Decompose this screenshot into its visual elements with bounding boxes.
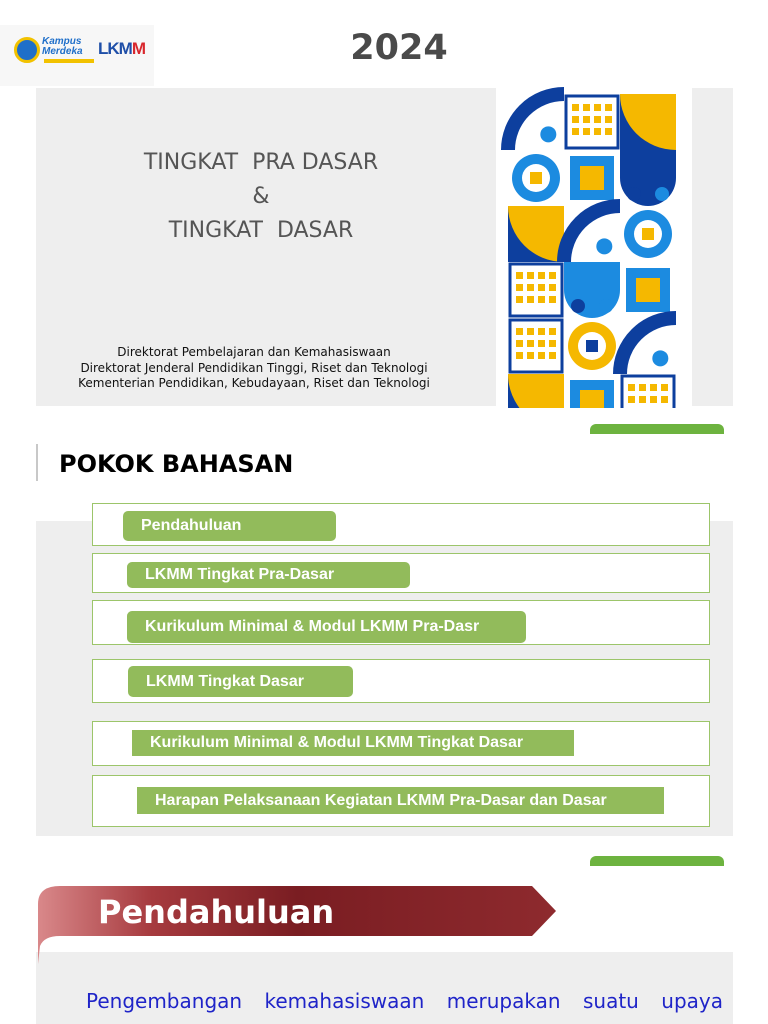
pattern-shape	[549, 340, 556, 347]
pattern-shape	[599, 299, 613, 313]
institution-line-3: Kementerian Pendidikan, Kebudayaan, Riset dan Teknologi	[78, 376, 430, 390]
pattern-shape	[661, 384, 668, 391]
agenda-item-lkmm-dasar[interactable]: LKMM Tingkat Dasar	[128, 666, 353, 697]
pattern-shape	[572, 116, 579, 123]
pattern-shape	[580, 166, 604, 190]
pattern-shape	[661, 396, 668, 403]
intro-paragraph: Pengembangan kemahasiswaan merupakan suatu upaya	[86, 989, 723, 1013]
pattern-shape	[605, 116, 612, 123]
pattern-shape	[572, 128, 579, 135]
pattern-shape	[527, 296, 534, 303]
agenda-item-kurikulum-dasar[interactable]: Kurikulum Minimal & Modul LKMM Tingkat Dasar	[132, 730, 574, 756]
pattern-shape	[652, 350, 668, 366]
pattern-shape	[538, 296, 545, 303]
pattern-shape	[639, 396, 646, 403]
pattern-shape	[549, 328, 556, 335]
pattern-shape	[650, 396, 657, 403]
agenda-item-harapan[interactable]: Harapan Pelaksanaan Kegiatan LKMM Pra-Dasar dan Dasar	[137, 787, 664, 814]
pattern-shape	[596, 238, 612, 254]
pattern-shape	[655, 187, 669, 201]
decorative-geometric-pattern	[496, 86, 692, 408]
agenda-item-lkmm-pra-dasar[interactable]: LKMM Tingkat Pra-Dasar	[127, 562, 410, 588]
pattern-shape	[538, 352, 545, 359]
pattern-shape	[516, 328, 523, 335]
cover-title	[36, 146, 486, 248]
pattern-shape	[583, 104, 590, 111]
pattern-shape	[538, 272, 545, 279]
pattern-shape	[527, 340, 534, 347]
pattern-shape	[508, 374, 564, 408]
pattern-shape	[540, 126, 556, 142]
intro-heading: Pendahuluan	[98, 893, 335, 931]
pattern-shape	[605, 128, 612, 135]
pattern-shape	[538, 284, 545, 291]
slide-divider-tab	[590, 856, 724, 866]
pattern-shape	[527, 328, 534, 335]
pattern-shape	[594, 128, 601, 135]
institution-line-2: Direktorat Jenderal Pendidikan Tinggi, Riset dan Teknologi	[80, 360, 428, 375]
geometric-pattern-graphic	[496, 86, 692, 408]
pattern-shape	[639, 384, 646, 391]
pattern-shape	[516, 284, 523, 291]
pattern-shape	[549, 272, 556, 279]
slide-divider-tab	[590, 424, 724, 434]
pattern-shape	[527, 352, 534, 359]
pattern-shape	[594, 104, 601, 111]
pattern-shape	[549, 284, 556, 291]
pattern-shape	[549, 296, 556, 303]
logo-text-kampus: Kampus	[42, 36, 82, 47]
pattern-shape	[580, 390, 604, 408]
pattern-shape	[527, 284, 534, 291]
pattern-shape	[516, 340, 523, 347]
logo-text-merdeka: Merdeka	[42, 46, 83, 57]
cover-title-line-1: TINGKAT PRA DASAR	[143, 150, 379, 175]
pattern-shape	[571, 299, 585, 313]
cover-title-line-2: &	[252, 184, 270, 209]
heading-accent-bar	[36, 444, 38, 481]
pattern-shape	[628, 396, 635, 403]
pattern-shape	[627, 187, 641, 201]
pattern-shape	[572, 104, 579, 111]
pattern-shape	[583, 128, 590, 135]
cover-title-line-3: TINGKAT DASAR	[168, 218, 354, 243]
pattern-shape	[586, 340, 598, 352]
pattern-shape	[516, 272, 523, 279]
institution-block	[36, 345, 472, 392]
pattern-shape	[583, 116, 590, 123]
lkmm-logo: LKMM	[98, 39, 145, 58]
pattern-shape	[516, 352, 523, 359]
institution-line-1: Direktorat Pembelajaran dan Kemahasiswaan	[117, 345, 391, 359]
pattern-shape	[642, 228, 654, 240]
pattern-shape	[538, 328, 545, 335]
pattern-shape	[636, 278, 660, 302]
pattern-shape	[538, 340, 545, 347]
pattern-shape	[628, 384, 635, 391]
agenda-item-pendahuluan[interactable]: Pendahuluan	[123, 511, 336, 541]
pattern-shape	[549, 352, 556, 359]
pattern-shape	[650, 384, 657, 391]
agenda-heading: POKOK BAHASAN	[59, 450, 294, 478]
agenda-item-kurikulum-pra-dasar[interactable]: Kurikulum Minimal & Modul LKMM Pra-Dasr	[127, 611, 526, 643]
pattern-shape	[516, 296, 523, 303]
year-heading: 2024	[350, 28, 448, 68]
pattern-shape	[527, 272, 534, 279]
pattern-shape	[530, 172, 542, 184]
pattern-shape	[594, 116, 601, 123]
pattern-shape	[605, 104, 612, 111]
